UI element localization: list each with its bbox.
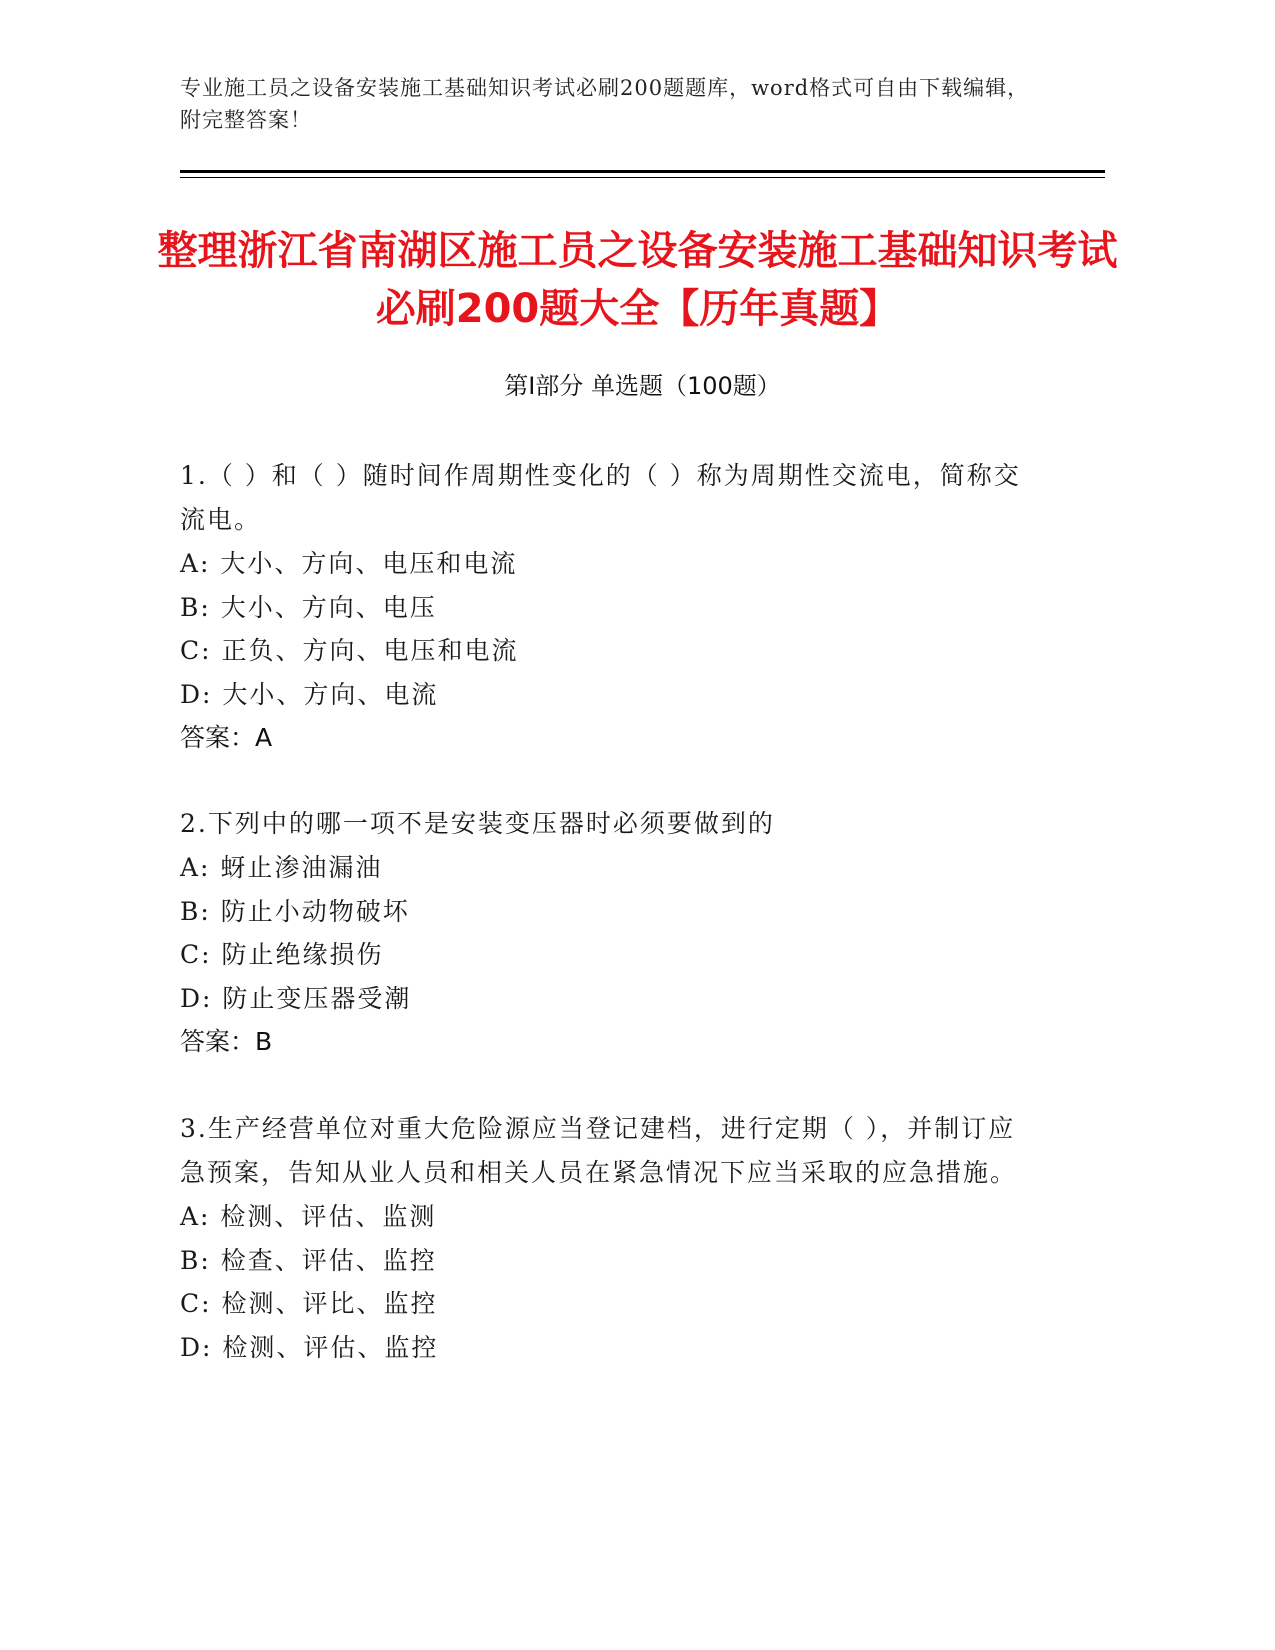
- option-a: A: 检测、评估、监测: [180, 1202, 437, 1231]
- option-a: A: 蚜止渗油漏油: [180, 853, 383, 882]
- answer-label: 答案：A: [180, 723, 273, 752]
- question-1: [180, 454, 1040, 760]
- option-d: D: 防止变压器受潮: [180, 983, 412, 1013]
- question-2: [180, 802, 1040, 1064]
- answer-label: 答案：B: [180, 1027, 273, 1056]
- header-rule-thick: [180, 170, 1105, 173]
- option-d: D: 检测、评估、监控: [180, 1332, 439, 1362]
- document-title: 整理浙江省南湖区施工员之设备安装施工基础知识考试必刷200题大全【历年真题】: [157, 228, 1118, 332]
- option-b: B: 大小、方向、电压: [180, 592, 437, 622]
- section-title: 第I部分 单选题（100题）: [504, 372, 781, 400]
- option-b: B: 防止小动物破坏: [180, 896, 410, 926]
- question-stem: 1.（ ）和（ ）随时间作周期性变化的（ ）称为周期性交流电，简称交流电。: [180, 461, 1021, 534]
- header-note: 专业施工员之设备安装施工基础知识考试必刷200题题库，word格式可自由下载编辑，附完整答案！: [180, 76, 1030, 132]
- option-d: D: 大小、方向、电流: [180, 679, 439, 709]
- question-3: [180, 1107, 1040, 1369]
- option-c: C: 防止绝缘损伤: [180, 940, 384, 969]
- header-rule-thin: [180, 177, 1105, 178]
- option-c: C: 检测、评比、监控: [180, 1289, 438, 1318]
- option-b: B: 检查、评估、监控: [180, 1245, 437, 1275]
- question-stem: 3.生产经营单位对重大危险源应当登记建档，进行定期（ ），并制订应急预案，告知从业人员和相关人员在紧急情况下应当采取的应急措施。: [180, 1114, 1018, 1187]
- option-c: C: 正负、方向、电压和电流: [180, 636, 519, 665]
- question-stem: 2.下列中的哪一项不是安装变压器时必须要做到的: [180, 809, 775, 838]
- option-a: A: 大小、方向、电压和电流: [180, 549, 518, 578]
